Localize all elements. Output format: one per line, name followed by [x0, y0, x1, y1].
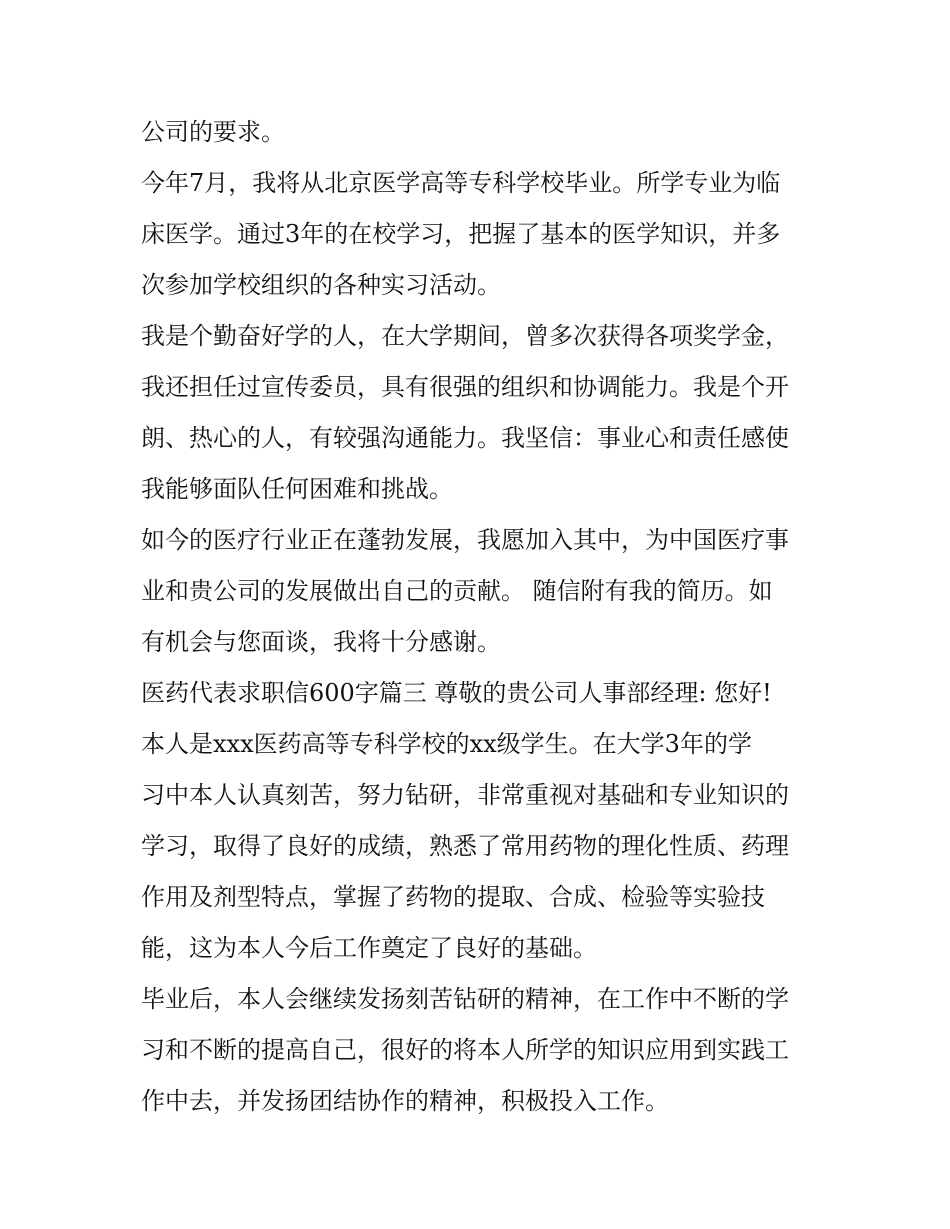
text-line: 业和贵公司的发展做出自己的贡献。 随信附有我的简历。如 [141, 577, 773, 605]
text-line: 作用及剂型特点，掌握了药物的提取、合成、检验等实验技 [141, 883, 765, 911]
text-line: 次参加学校组织的各种实习活动。 [141, 271, 501, 299]
text-line: 毕业后，本人会继续发扬刻苦钻研的精神，在工作中不断的学 [141, 985, 789, 1013]
text-line: 如今的医疗行业正在蓬勃发展，我愿加入其中，为中国医疗事 [141, 526, 789, 554]
text-line: 本人是xxx医药高等专科学校的xx级学生。在大学3年的学 [141, 730, 752, 758]
text-line: 公司的要求。 [141, 118, 285, 146]
text-line: 习中本人认真刻苦，努力钻研，非常重视对基础和专业知识的 [141, 781, 789, 809]
text-line: 医药代表求职信600字篇三 尊敬的贵公司人事部经理: 您好! [141, 679, 772, 707]
text-line: 朗、热心的人，有较强沟通能力。我坚信：事业心和责任感使 [141, 424, 789, 452]
text-line: 我是个勤奋好学的人，在大学期间，曾多次获得各项奖学金， [141, 322, 789, 350]
text-line: 有机会与您面谈，我将十分感谢。 [141, 628, 501, 656]
text-line: 今年7月，我将从北京医学高等专科学校毕业。所学专业为临 [141, 169, 781, 197]
text-line: 我能够面队任何困难和挑战。 [141, 475, 453, 503]
text-line: 习和不断的提高自己，很好的将本人所学的知识应用到实践工 [141, 1036, 789, 1064]
text-line: 能，这为本人今后工作奠定了良好的基础。 [141, 934, 597, 962]
document-body [141, 107, 815, 1127]
text-line: 床医学。通过3年的在校学习，把握了基本的医学知识，并多 [141, 220, 781, 248]
text-line: 我还担任过宣传委员，具有很强的组织和协调能力。我是个开 [141, 373, 789, 401]
text-line: 学习，取得了良好的成绩，熟悉了常用药物的理化性质、药理 [141, 832, 789, 860]
text-line: 作中去，并发扬团结协作的精神，积极投入工作。 [141, 1087, 669, 1115]
